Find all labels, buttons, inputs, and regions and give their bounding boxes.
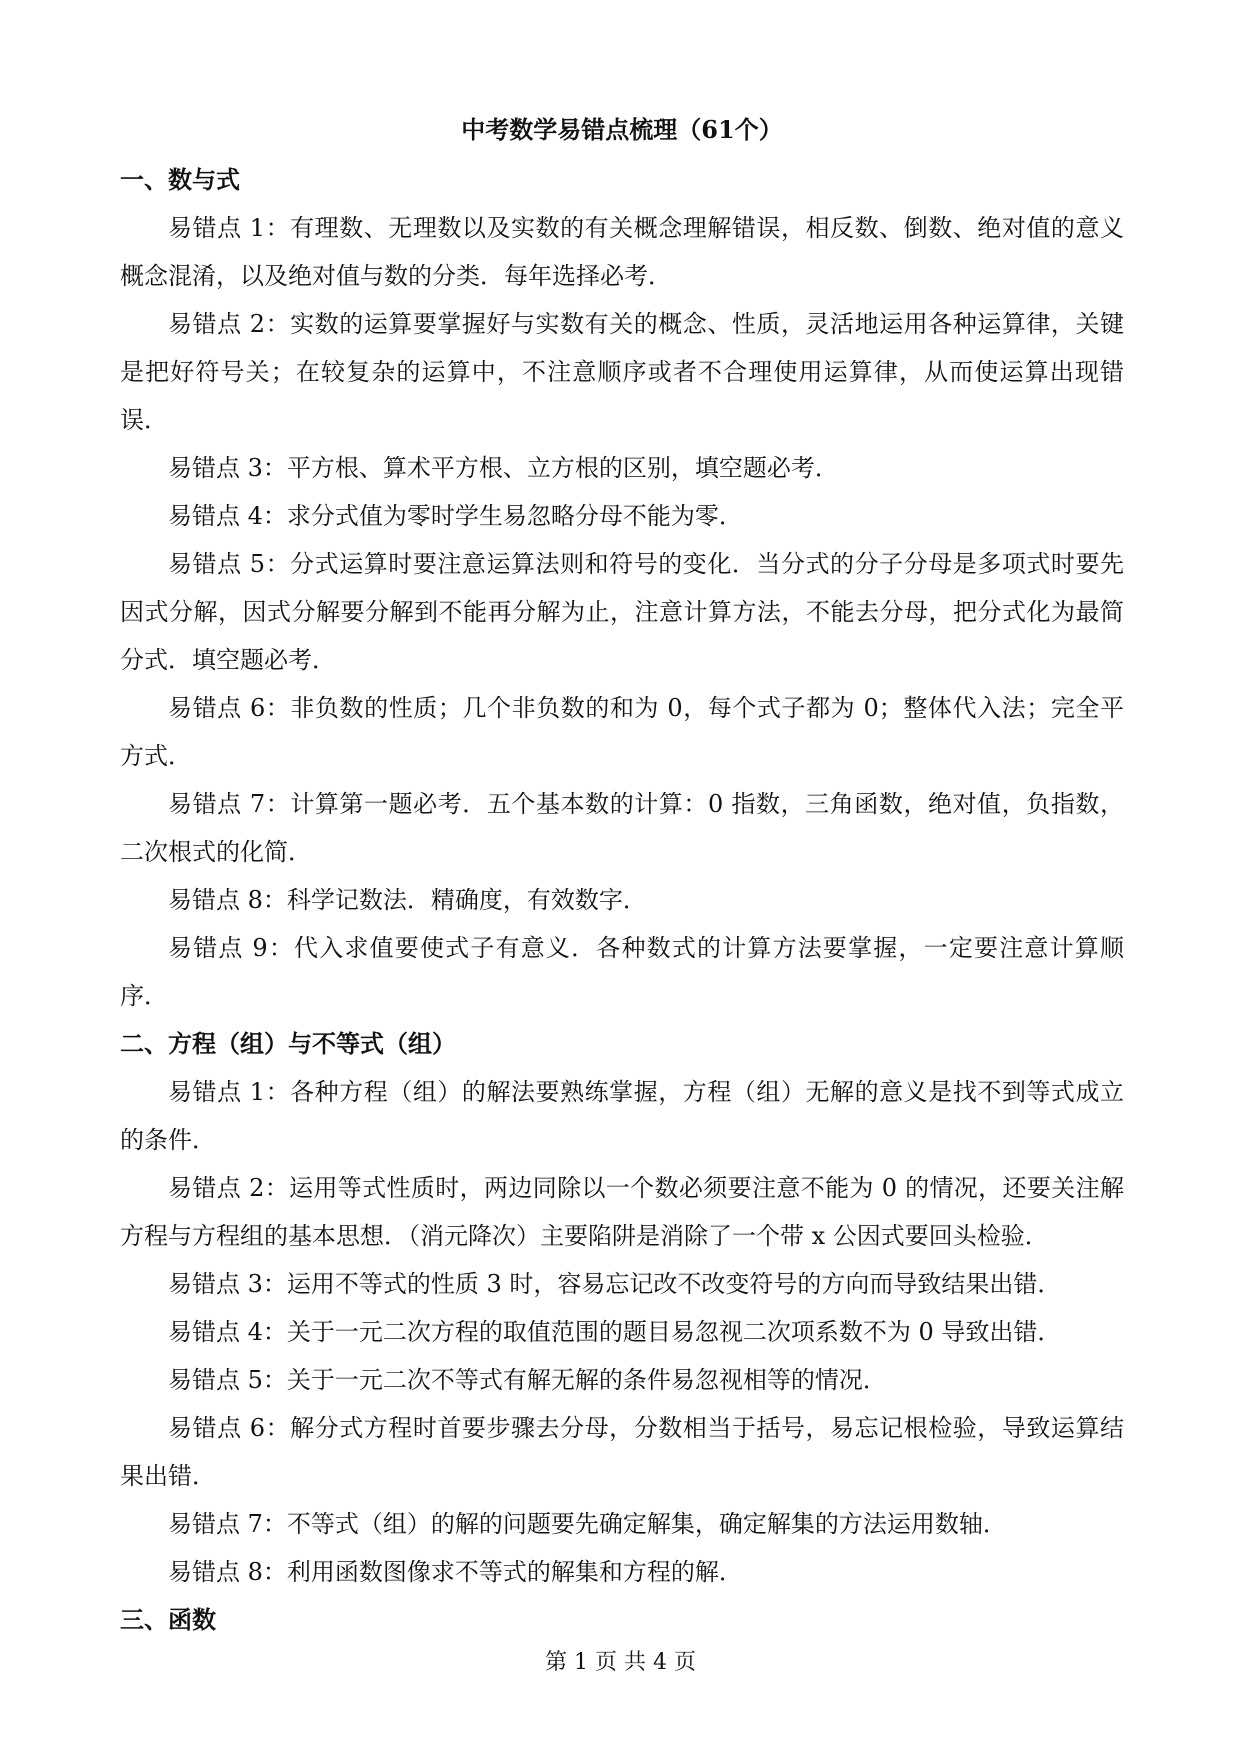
error-point-item: 易错点 2：运用等式性质时，两边同除以一个数必须要注意不能为 0 的情况，还要关注解方程与方程组的基本思想．（消元降次）主要陷阱是消除了一个带 x 公因式要回头检验．: [120, 1174, 1124, 1250]
error-point-item: 易错点 1：各种方程（组）的解法要熟练掌握，方程（组）无解的意义是找不到等式成立的条件．: [120, 1078, 1124, 1154]
section-functions: [120, 1596, 1124, 1644]
error-point-item: 易错点 8：科学记数法．精确度，有效数字．: [168, 886, 647, 914]
document-title: 中考数学易错点梳理（61个）: [461, 115, 783, 144]
error-point-item: 易错点 5：分式运算时要注意运算法则和符号的变化．当分式的分子分母是多项式时要先因式分解，因式分解要分解到不能再分解为止，注意计算方法，不能去分母，把分式化为最简分式．填空题必考．: [120, 550, 1124, 674]
error-point-item: 易错点 6：非负数的性质；几个非负数的和为 0，每个式子都为 0；整体代入法；完全平方式．: [120, 694, 1124, 770]
error-point-item: 易错点 7：计算第一题必考．五个基本数的计算：0 指数，三角函数，绝对值，负指数，二次根式的化简．: [120, 790, 1124, 866]
error-point-item: 易错点 1：有理数、无理数以及实数的有关概念理解错误，相反数、倒数、绝对值的意义概念混淆，以及绝对值与数的分类．每年选择必考．: [120, 214, 1124, 290]
section-heading: 二、方程（组）与不等式（组）: [120, 1029, 456, 1058]
section-equations-and-inequalities: [120, 1020, 1124, 1596]
error-point-item: 易错点 6：解分式方程时首要步骤去分母，分数相当于括号，易忘记根检验，导致运算结果出错．: [120, 1414, 1124, 1490]
error-point-item: 易错点 3：运用不等式的性质 3 时，容易忘记改不改变符号的方向而导致结果出错．: [168, 1270, 1062, 1298]
error-point-item: 易错点 2：实数的运算要掌握好与实数有关的概念、性质，灵活地运用各种运算律，关键是把好符号关；在较复杂的运算中，不注意顺序或者不合理使用运算律，从而使运算出现错误．: [120, 310, 1124, 434]
error-point-item: 易错点 4：关于一元二次方程的取值范围的题目易忽视二次项系数不为 0 导致出错．: [168, 1318, 1062, 1346]
section-numbers-and-expressions: [120, 156, 1124, 1020]
page-number-footer: 第 1 页 共 4 页: [545, 1650, 696, 1675]
error-point-item: 易错点 4：求分式值为零时学生易忽略分母不能为零．: [168, 502, 743, 530]
error-point-item: 易错点 7：不等式（组）的解的问题要先确定解集，确定解集的方法运用数轴．: [168, 1510, 1007, 1538]
error-point-item: 易错点 8：利用函数图像求不等式的解集和方程的解．: [168, 1558, 743, 1586]
error-point-item: 易错点 9：代入求值要使式子有意义．各种数式的计算方法要掌握，一定要注意计算顺序．: [120, 934, 1124, 1010]
error-point-item: 易错点 3：平方根、算术平方根、立方根的区别，填空题必考．: [168, 454, 839, 482]
document-page: [120, 112, 1124, 1644]
section-heading: 一、数与式: [120, 165, 240, 194]
section-heading: 三、函数: [120, 1605, 216, 1634]
error-point-item: 易错点 5：关于一元二次不等式有解无解的条件易忽视相等的情况．: [168, 1366, 887, 1394]
